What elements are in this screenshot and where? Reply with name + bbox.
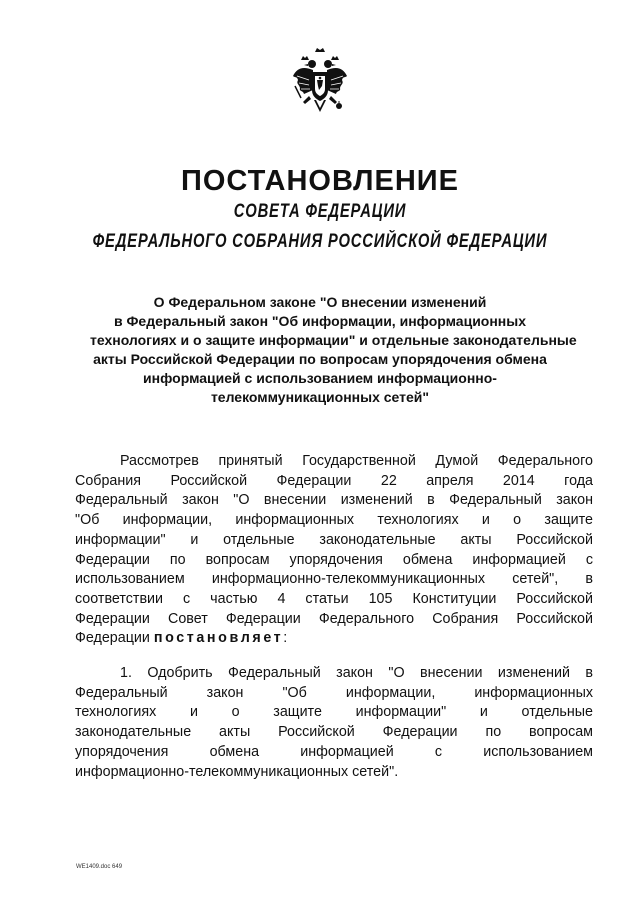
clause-1-paragraph	[75, 664, 593, 782]
paragraph-line: Федеральный закон "Об информации, информационных	[75, 684, 593, 701]
paragraph-line: 1. Одобрить Федеральный закон "О внесении изменений в	[120, 665, 593, 681]
paragraph-line	[75, 629, 593, 649]
paragraph-line: Рассмотрев принятый Государственной Думой Федерального	[120, 453, 593, 469]
law-title-line: телекоммуникационных сетей"	[210, 389, 430, 405]
law-title-line: информацией с использованием информационно-	[143, 370, 497, 386]
paragraph-line: законодательные акты Российской Федерации по вопросам	[75, 724, 593, 741]
resolution-colon: :	[283, 630, 288, 647]
paragraph-line: "Об информации, информационных технологиях и о защите	[75, 512, 593, 529]
law-title-line: технологиях и о защите информации" и отдельные законодательные	[90, 332, 577, 348]
law-title	[90, 293, 577, 407]
paragraph-line: использованием информационно-телекоммуникационных сетей", в	[75, 571, 593, 588]
paragraph-line: Собрания Российской Федерации 22 апреля 2014 года	[75, 472, 593, 489]
resolves-word: постановляет	[153, 630, 284, 647]
paragraph-line: технологиях и о защите информации" и отдельные	[75, 704, 593, 721]
resolution-prefix: Федерации	[75, 630, 154, 647]
paragraph-line: упорядочения обмена информацией с использованием	[75, 743, 593, 760]
paragraph-line: соответствии с частью 4 статьи 105 Конституции Российской	[75, 590, 593, 607]
law-title-line: акты Российской Федерации по вопросам упорядочения обмена	[93, 351, 547, 367]
issuer-line-1: СОВЕТА ФЕДЕРАЦИИ	[233, 201, 407, 222]
document-code: WE1409.doc 649	[76, 864, 123, 870]
paragraph-line: Федерации Совет Федерации Федерального Собрания Российской	[75, 610, 593, 627]
law-title-line: в Федеральный закон "Об информации, информационных	[113, 313, 527, 329]
issuer-line-2: ФЕДЕРАЛЬНОГО СОБРАНИЯ РОССИЙСКОЙ ФЕДЕРАЦИИ	[92, 231, 548, 252]
law-title-line: О Федеральном законе "О внесении изменений	[153, 294, 487, 310]
paragraph-line: информации" и отдельные законодательные акты Российской	[75, 531, 593, 548]
paragraph-line: информационно-телекоммуникационных сетей".	[75, 763, 399, 780]
preamble-paragraph	[75, 452, 593, 649]
document-title: ПОСТАНОВЛЕНИЕ	[181, 165, 459, 197]
coat-of-arms-icon	[291, 46, 349, 126]
paragraph-line: Федеральный закон "О внесении изменений в Федеральный закон	[75, 492, 593, 509]
paragraph-line: Федерации по вопросам упорядочения обмена информацией с	[75, 551, 593, 568]
